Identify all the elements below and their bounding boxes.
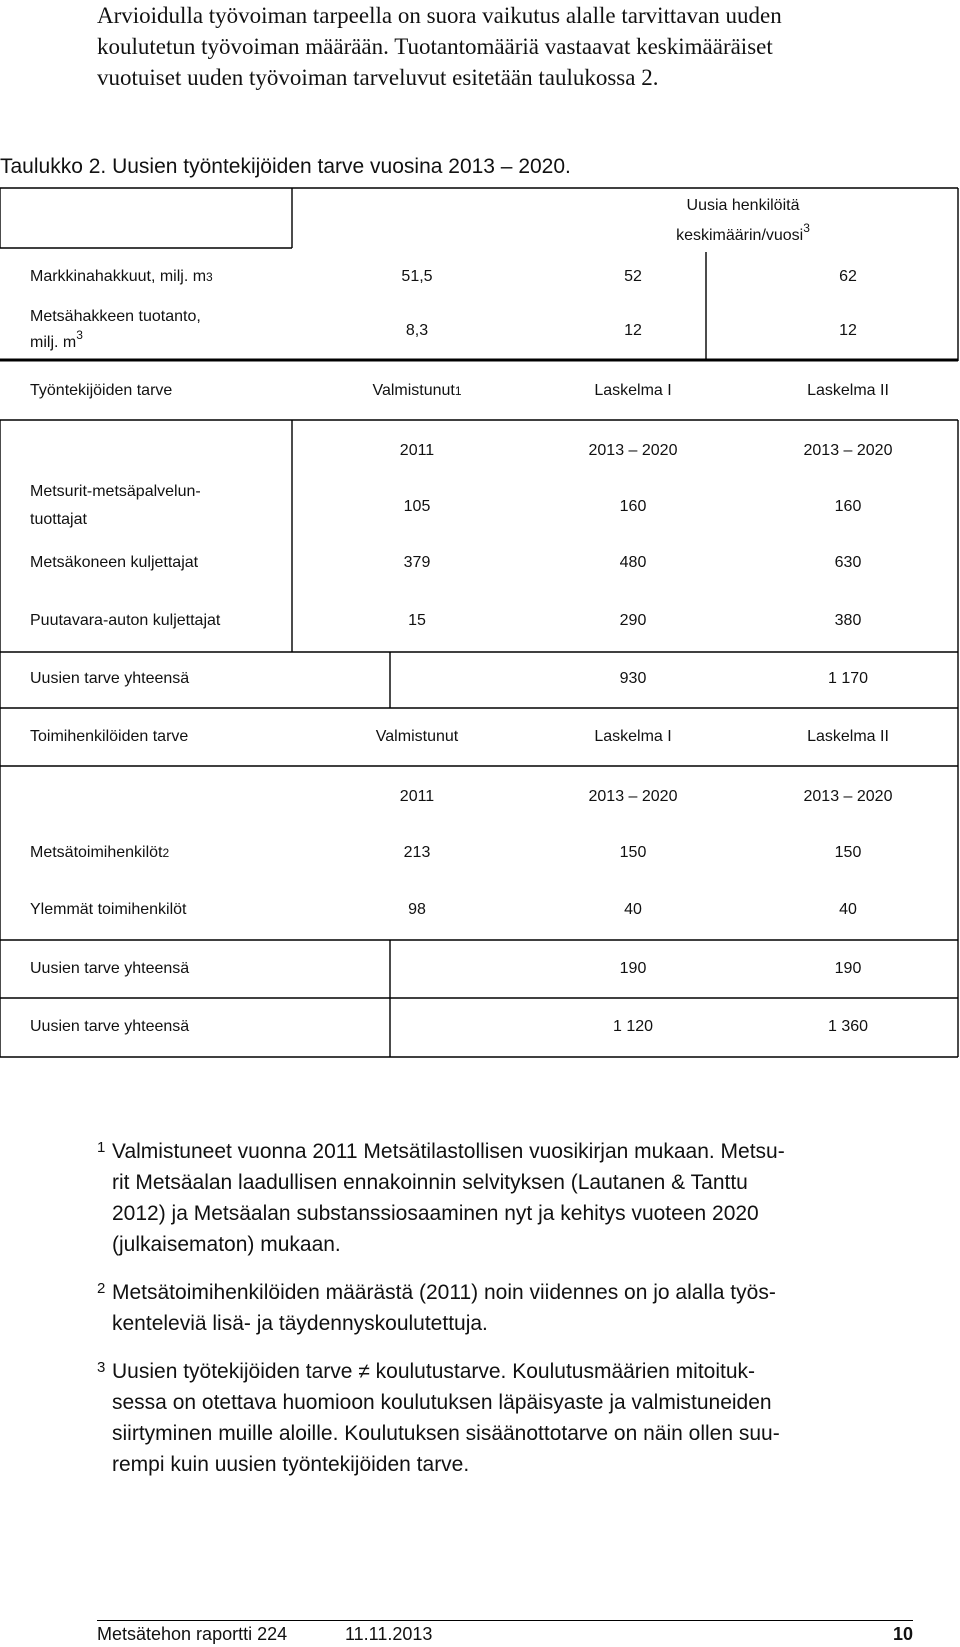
year-cell: 2013 – 2020 [588,788,678,805]
row-label: Metsätoimihenkilöt 2 [30,844,170,861]
row-label-text: milj. m [30,334,77,351]
unit-header [528,192,958,250]
row-label [30,478,305,536]
total-value: 190 [619,960,647,977]
value-cell: 290 [619,612,647,629]
unit-header-line2 [676,221,810,251]
column-header: Valmistunut 1 [372,382,462,399]
section-header: Työntekijöiden tarve [30,382,173,399]
row-label: Puutavara-auton kuljettajat [30,612,221,629]
footnotes [97,1136,907,1497]
row-label [30,304,305,358]
section-header: Toimihenkilöiden tarve [30,728,189,745]
grand-total-value: 1 120 [612,1018,654,1035]
column-header: Valmistunut [375,728,459,745]
row-label: Markkinahakkuut, milj. m 3 [30,268,213,285]
footnote-line: sessa on otettava huomioon koulutuksen läpäisyaste ja valmistuneiden [112,1391,772,1414]
value-cell: 379 [403,554,431,571]
value-cell: 105 [403,498,431,515]
row-label-line: tuottajat [30,511,87,528]
table-caption: Taulukko 2. Uusien työntekijöiden tarve vuosina 2013 – 2020. [0,155,571,178]
row-label-line [30,330,83,356]
value-cell: 480 [619,554,647,571]
unit-header-sup: 3 [803,221,810,235]
total-label: Uusien tarve yhteensä [30,670,190,687]
year-cell: 2013 – 2020 [803,788,893,805]
value-cell: 12 [839,322,857,339]
row-label-text: Metsätoimihenkilöt [30,844,163,861]
grand-total-label: Uusien tarve yhteensä [30,1018,190,1035]
total-value: 1 170 [827,670,869,687]
footnote-number: 2 [97,1280,106,1297]
value-cell: 160 [619,498,647,515]
year-cell: 2011 [399,442,435,459]
footnote [97,1356,907,1480]
total-value: 190 [834,960,862,977]
value-cell: 213 [403,844,431,861]
column-header: Laskelma II [807,382,889,399]
page-footer [97,1620,913,1644]
footnote-number: 1 [97,1139,106,1156]
footer-page-number: 10 [892,1624,913,1644]
year-cell: 2013 – 2020 [588,442,678,459]
column-header: Laskelma II [807,728,889,745]
value-cell: 15 [408,612,426,629]
year-cell: 2013 – 2020 [803,442,893,459]
footnote-number: 3 [97,1359,106,1376]
value-cell: 51,5 [401,268,433,285]
footnote-line: rempi kuin uusien työntekijöiden tarve. [112,1453,470,1476]
footnote-line: (julkaisematon) mukaan. [112,1233,341,1256]
footnote-line: kenteleviä lisä- ja täydennyskoulutettuja. [112,1312,488,1335]
value-cell: 380 [834,612,862,629]
intro-line: Arvioidulla työvoiman tarpeella on suora vaikutus alalle tarvittavan uuden [97,3,782,28]
row-label: Metsäkoneen kuljettajat [30,554,199,571]
footnote-line: Metsätoimihenkilöiden määrästä (2011) noin viidennes on jo alalla työs- [112,1281,776,1304]
grand-total-value: 1 360 [827,1018,869,1035]
value-cell: 8,3 [405,322,429,339]
superscript: 3 [76,328,83,342]
value-cell: 98 [408,901,426,918]
intro-line: vuotuiset uuden työvoiman tarveluvut esitetään taulukossa 2. [97,65,659,90]
value-cell: 40 [624,901,642,918]
footnote-line: Valmistuneet vuonna 2011 Metsätilastollisen vuosikirjan mukaan. Metsu- [112,1140,785,1163]
footnote-line: rit Metsäalan laadullisen ennakoinnin selvityksen (Lautanen & Tanttu [112,1171,748,1194]
footer-report-name: Metsätehon raportti 224 [97,1624,288,1644]
intro-line: koulutetun työvoiman määrään. Tuotantomääriä vastaavat keskimääräiset [97,34,773,59]
unit-header-text: keskimäärin/vuosi [676,227,804,244]
value-cell: 12 [624,322,642,339]
year-cell: 2011 [399,788,435,805]
value-cell: 52 [624,268,642,285]
total-label: Uusien tarve yhteensä [30,960,190,977]
value-cell: 160 [834,498,862,515]
footnote [97,1277,907,1339]
row-label-line: Metsurit-metsäpalvelun- [30,483,201,500]
total-value: 930 [619,670,647,687]
column-header: Laskelma I [594,382,672,399]
value-cell: 150 [834,844,862,861]
value-cell: 150 [619,844,647,861]
value-cell: 40 [839,901,857,918]
unit-header-line1: Uusia henkilöitä [686,197,800,214]
footnote [97,1136,907,1260]
row-label-text: Markkinahakkuut, milj. m [30,268,207,285]
column-header-text: Valmistunut [372,382,455,399]
value-cell: 62 [839,268,857,285]
value-cell: 630 [834,554,862,571]
row-label: Ylemmät toimihenkilöt [30,901,187,918]
row-label-line: Metsähakkeen tuotanto, [30,308,201,325]
footnote-line: 2012) ja Metsäalan substanssiosaaminen nyt ja kehitys vuoteen 2020 [112,1202,759,1225]
footnote-line: Uusien työtekijöiden tarve ≠ koulutustarve. Koulutusmäärien mitoituk- [112,1360,756,1383]
column-header: Laskelma I [594,728,672,745]
footnote-line: siirtyminen muille aloille. Koulutuksen sisäänottotarve on näin ollen suu- [112,1422,780,1445]
footer-date: 11.11.2013 [345,1624,433,1644]
